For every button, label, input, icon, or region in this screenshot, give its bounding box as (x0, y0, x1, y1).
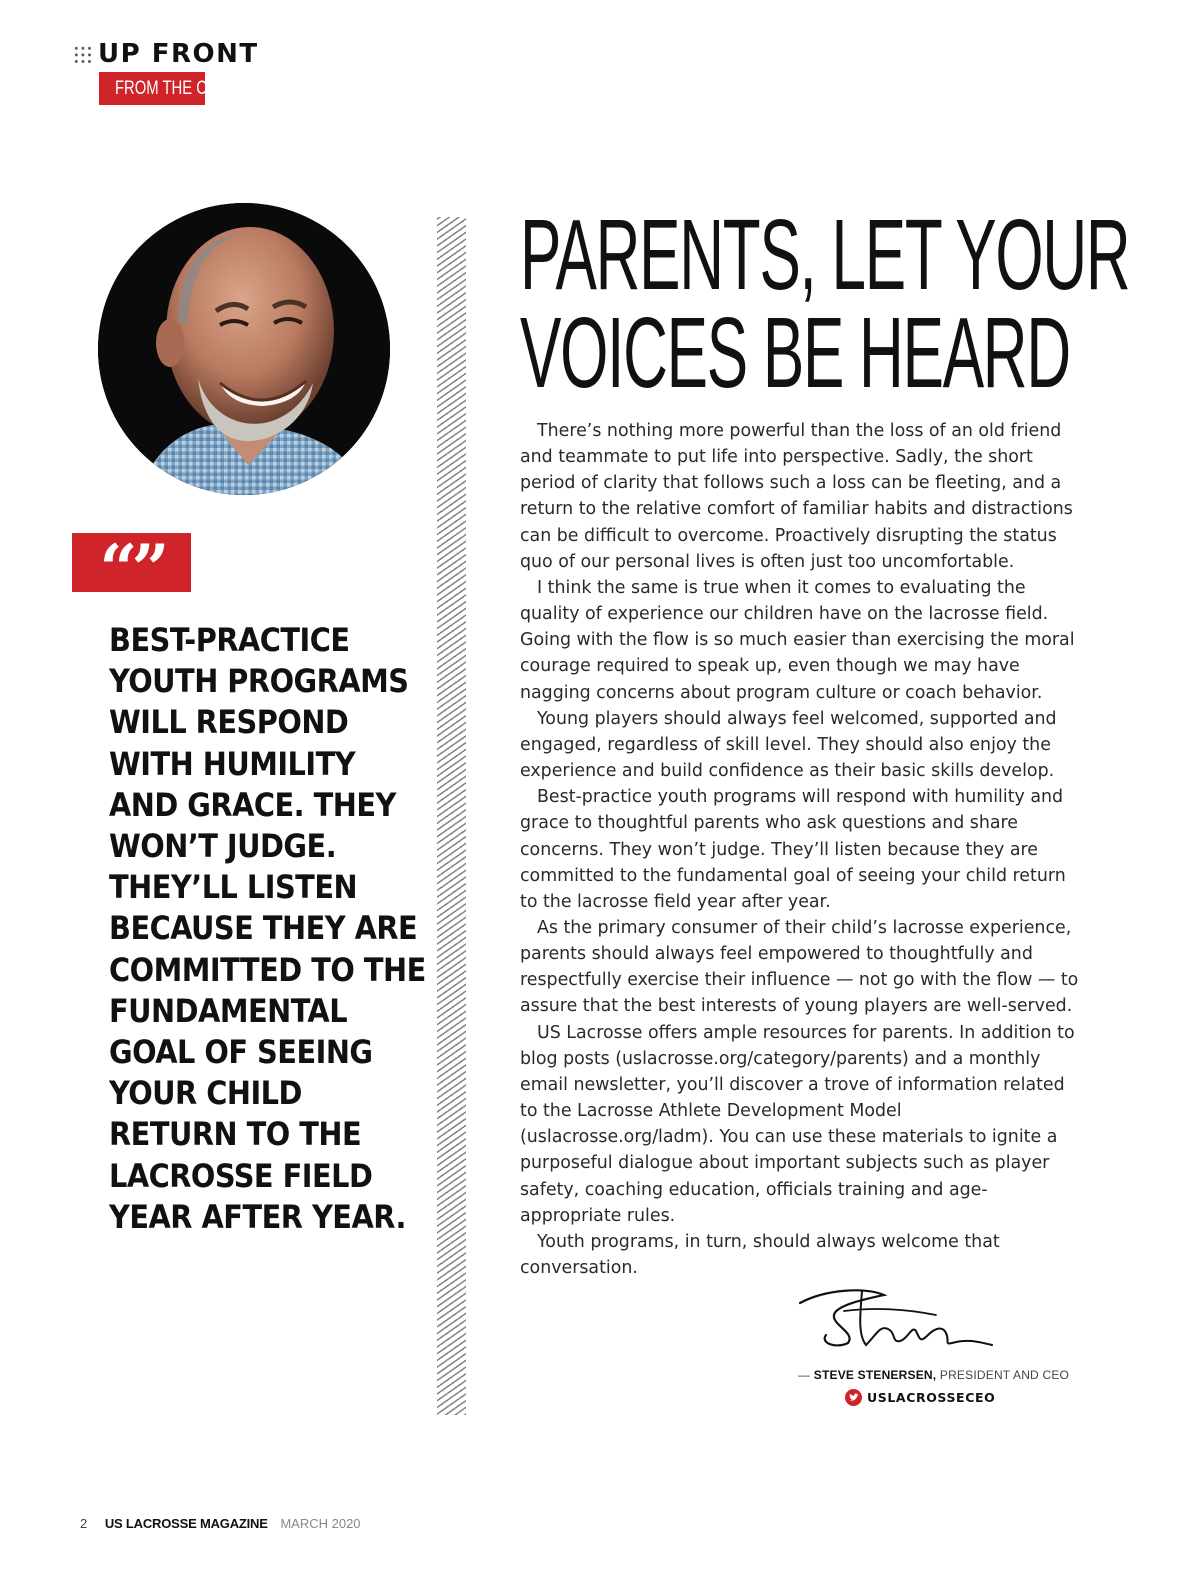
twitter-handle-row[interactable] (845, 1388, 995, 1406)
author-name: STEVE STENERSEN, (813, 1368, 937, 1382)
pull-quote: BEST-PRACTICE YOUTH PROGRAMS WILL RESPOND WITH HUMILITY AND GRACE. THEY WON’T JUDGE. THEY’LL LISTEN BECAUSE THEY ARE COMMITTED TO THE FUNDAMENTAL GOAL OF SEEING YOUR CHILD RETURN TO THE LACROSSE FIELD YEAR AFTER YEAR. (109, 621, 426, 1236)
credit-dash: — (798, 1368, 811, 1382)
article-body (520, 418, 1080, 1281)
signature-credit (798, 1368, 1069, 1382)
page-number: 2 (80, 1516, 88, 1531)
section-title: UP FRONT (98, 39, 259, 69)
article-paragraph: As the primary consumer of their child’s lacrosse experience, parents should always feel empowered to thoughtfully and respectfully exercise their influence — not go with the flow — to assure that the best interests of young players are well-served. (520, 917, 1079, 1017)
article-paragraph: I think the same is true when it comes to evaluating the quality of experience our children have on the lacrosse field. Going with the flow is so much easier than exercising the moral courage required to speak up, even though we may have nagging concerns about program culture or coach behavior. (520, 577, 1075, 703)
twitter-icon (845, 1389, 862, 1406)
handwritten-signature (796, 1285, 996, 1355)
article-headline (520, 199, 1140, 409)
magazine-name: US LACROSSE MAGAZINE (104, 1516, 268, 1531)
headline-line-2: VOICES BE HEARD (520, 297, 1070, 409)
headline-line-1: PARENTS, LET YOUR (520, 199, 1130, 311)
page-footer (80, 1516, 361, 1531)
ceo-portrait (98, 203, 390, 495)
author-title: PRESIDENT AND CEO (939, 1368, 1070, 1382)
quote-marks-icon (72, 530, 191, 608)
article-paragraph: Youth programs, in turn, should always welcome that conversation. (520, 1231, 1000, 1278)
hatched-divider (437, 217, 466, 1415)
article-paragraph: US Lacrosse offers ample resources for parents. In addition to blog posts (uslacrosse.org/category/parents) and a monthly email newsletter, you’ll discover a trove of information related to the Lacrosse Athlete Development Model (uslacrosse.org/ladm). You can use these materials to ignite a purposeful dialogue about important subjects such as player safety, coaching education, officials training and age-appropriate rules. (520, 1022, 1075, 1226)
section-tag-label: FROM THE CEO (114, 78, 229, 99)
article-paragraph: There’s nothing more powerful than the loss of an old friend and teammate to put life into perspective. Sadly, the short period of clarity that follows such a loss can be fleeting, and a return to the relative comfort of familiar habits and distractions can be difficult to overcome. Proactively disrupting the status quo of our personal lives is often just too uncomfortable. (520, 421, 1073, 572)
quote-glyph: “” (99, 530, 164, 608)
article-paragraph: Best-practice youth programs will respond with humility and grace to thoughtful parents who ask questions and share concerns. They won’t judge. They’ll listen because they are committed to the fundamental goal of seeing your child return to the lacrosse field year after year. (520, 787, 1066, 912)
issue-date: MARCH 2020 (280, 1516, 361, 1531)
article-paragraph: Young players should always feel welcomed, supported and engaged, regardless of skill level. They should also enjoy the experience and build confidence as their basic skills develop. (520, 708, 1057, 782)
portrait-image (98, 203, 390, 495)
twitter-handle[interactable]: USLACROSSECEO (867, 1389, 996, 1405)
grid-dots-icon (73, 45, 93, 65)
section-tag (99, 72, 229, 105)
